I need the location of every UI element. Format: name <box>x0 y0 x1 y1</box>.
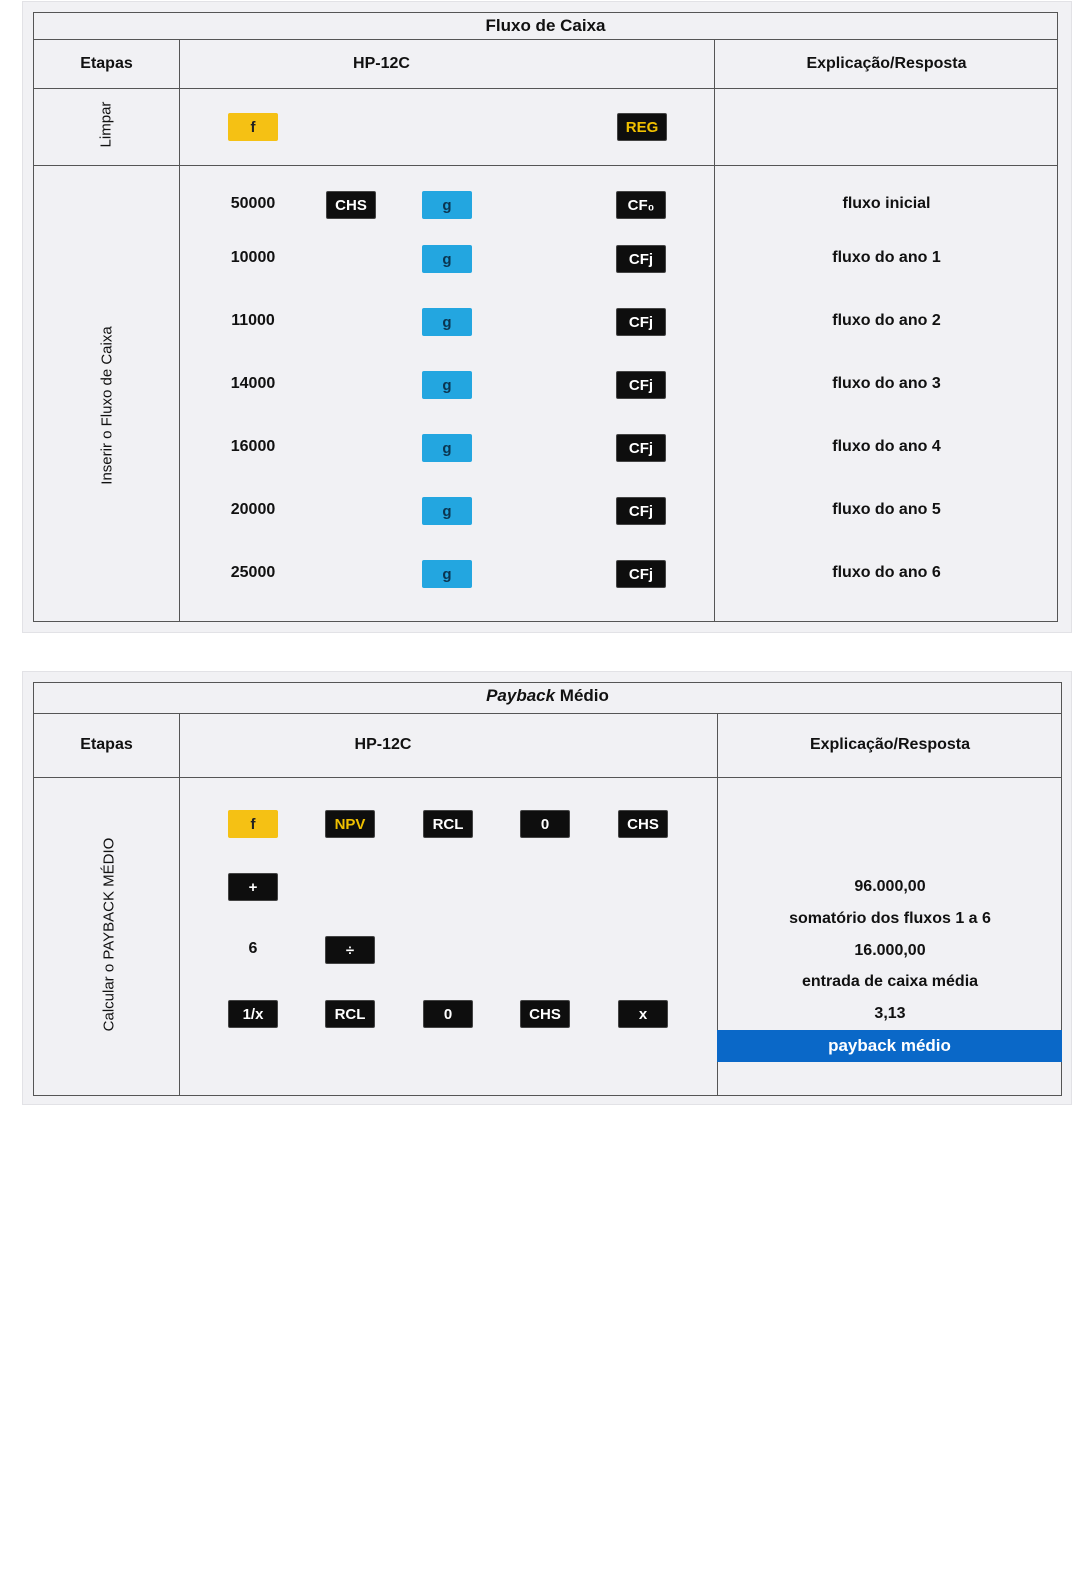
g-key: g <box>422 191 472 219</box>
calculator-key: x <box>618 1000 668 1028</box>
flow-value: 11000 <box>231 312 275 329</box>
flow-value: 14000 <box>230 375 276 392</box>
flow-explanation: fluxo do ano 6 <box>832 564 941 581</box>
header-explanation: Explicação/Resposta <box>809 736 971 753</box>
f-key: f <box>228 113 278 141</box>
cf-key: CFj <box>616 371 666 399</box>
g-key: g <box>422 245 472 273</box>
g-key: g <box>422 308 472 336</box>
header-explanation: Explicação/Resposta <box>806 55 967 72</box>
calculator-key: CHS <box>618 810 668 838</box>
calculator-key: 0 <box>423 1000 473 1028</box>
flow-explanation: fluxo do ano 5 <box>832 501 941 518</box>
chs-key: CHS <box>326 191 376 219</box>
divider <box>34 777 1061 778</box>
header-stages: Etapas <box>80 736 133 753</box>
cf-key: CFj <box>616 308 666 336</box>
flow-value: 50000 <box>230 195 276 212</box>
cf-key: CFj <box>616 245 666 273</box>
cf-key: CFj <box>616 434 666 462</box>
header-calculator: HP-12C <box>353 55 410 72</box>
cf-key: CFj <box>616 497 666 525</box>
cf-key: CFj <box>616 560 666 588</box>
f-key: f <box>228 810 278 838</box>
calculator-key: RCL <box>325 1000 375 1028</box>
g-key: g <box>422 434 472 462</box>
divider <box>34 165 1057 166</box>
payback-title-rest: Médio <box>555 686 609 705</box>
payback-table <box>33 682 1062 1096</box>
flow-explanation: fluxo do ano 2 <box>832 312 941 329</box>
calculator-key: ÷ <box>325 936 375 964</box>
g-key: g <box>422 497 472 525</box>
header-calculator: HP-12C <box>354 736 412 753</box>
reg-key: REG <box>617 113 667 141</box>
calculator-key: 0 <box>520 810 570 838</box>
flow-value: 25000 <box>230 564 276 581</box>
calculator-key: + <box>228 873 278 901</box>
payback-result-highlight: payback médio <box>717 1030 1062 1062</box>
divider <box>34 713 1061 714</box>
calculator-key: RCL <box>423 810 473 838</box>
explanation-line: 16.000,00 <box>854 942 926 959</box>
g-key: g <box>422 371 472 399</box>
divider <box>714 39 715 621</box>
flow-explanation: fluxo inicial <box>842 195 931 212</box>
stage-clear-label: Limpar <box>97 101 115 148</box>
payback-title <box>34 686 1061 706</box>
explanation-line: entrada de caixa média <box>801 973 979 990</box>
divider <box>34 88 1057 89</box>
flow-value: 16000 <box>230 438 276 455</box>
header-stages: Etapas <box>80 55 133 72</box>
flow-value: 20000 <box>230 501 276 518</box>
flow-explanation: fluxo do ano 4 <box>832 438 941 455</box>
npv-key: NPV <box>325 810 375 838</box>
flow-explanation: fluxo do ano 3 <box>832 375 941 392</box>
payback-title-italic: Payback <box>486 686 556 705</box>
divider <box>34 39 1057 40</box>
explanation-line: somatório dos fluxos 1 a 6 <box>789 910 991 927</box>
divider <box>179 713 180 1095</box>
stage-payback-label: Calcular o PAYBACK MÉDIO <box>100 837 118 1032</box>
flow-value: 10000 <box>230 249 276 266</box>
stage-insert-label: Inserir o Fluxo de Caixa <box>98 326 116 485</box>
calculator-key: 1/x <box>228 1000 278 1028</box>
divider <box>179 39 180 621</box>
number-six: 6 <box>248 940 258 957</box>
cash-flow-table <box>33 12 1058 622</box>
cash-flow-title: Fluxo de Caixa <box>485 16 606 35</box>
explanation-line: 96.000,00 <box>854 878 926 895</box>
explanation-line: 3,13 <box>874 1005 906 1022</box>
flow-explanation: fluxo do ano 1 <box>832 249 941 266</box>
g-key: g <box>422 560 472 588</box>
cf-key: CF₀ <box>616 191 666 219</box>
calculator-key: CHS <box>520 1000 570 1028</box>
